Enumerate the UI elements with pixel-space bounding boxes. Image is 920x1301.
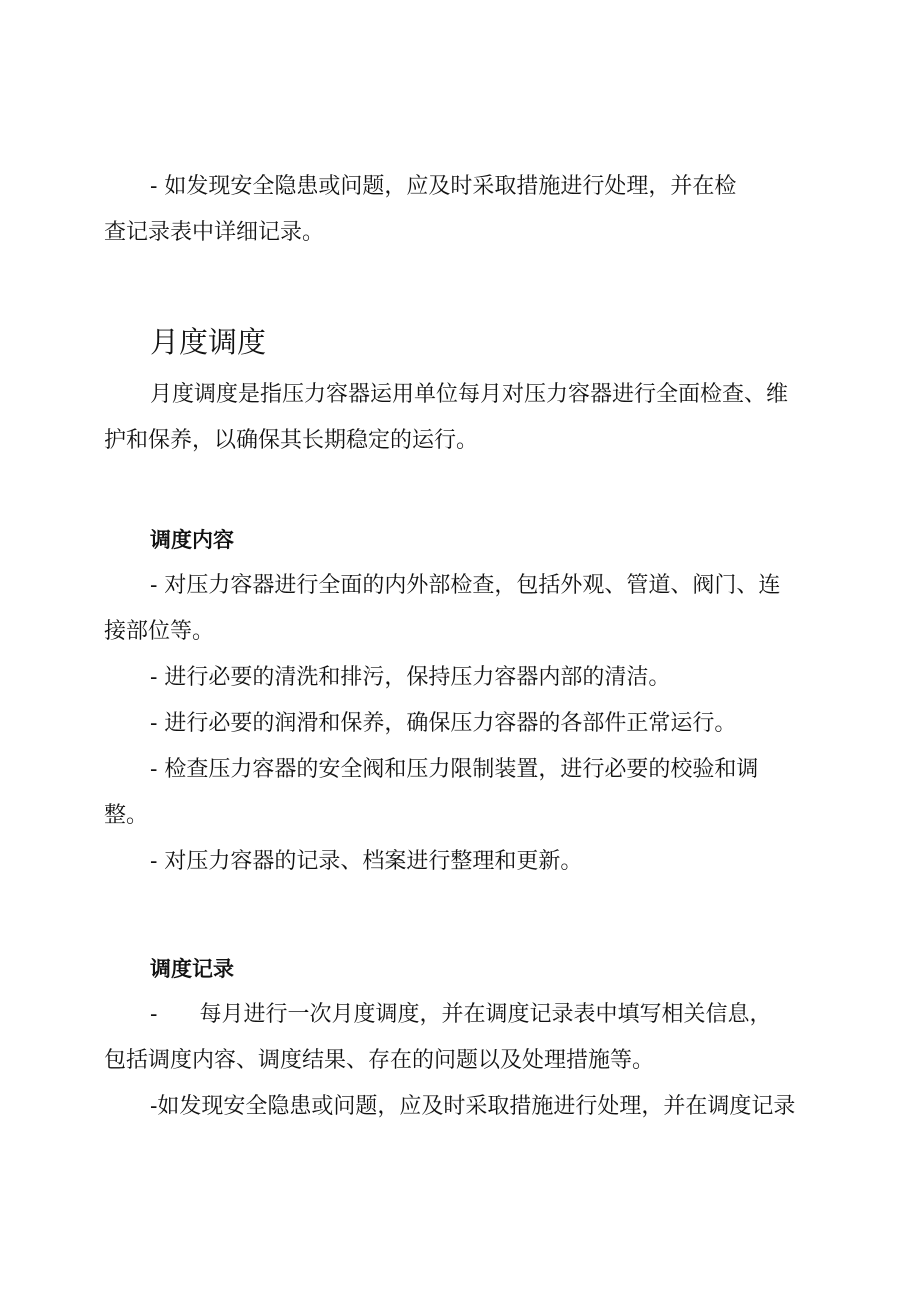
content-item-1-line-1: - 对压力容器进行全面的内外部检查，包括外观、管道、阀门、连 — [150, 573, 781, 598]
content-list — [104, 563, 826, 885]
intro-paragraph — [104, 164, 826, 256]
record-item-1-dash: - — [150, 1002, 158, 1027]
content-item-4-line-1: - 检查压力容器的安全阀和压力限制装置，进行必要的校验和调 — [150, 757, 759, 782]
record-item-1-line-2: 包括调度内容、调度结果、存在的问题以及处理措施等。 — [104, 1048, 655, 1073]
record-item-1-text: 每月进行一次月度调度，并在调度记录表中填写相关信息， — [199, 1002, 772, 1027]
subheading-content: 调度内容 — [150, 528, 234, 552]
content-item-1-line-2: 接部位等。 — [104, 619, 215, 644]
content-item-4-line-2: 整。 — [104, 803, 149, 828]
monthly-description-line-1: 月度调度是指压力容器运用单位每月对压力容器进行全面检查、维 — [150, 382, 789, 407]
record-item-2-line-1: -如发现安全隐患或问题，应及时采取措施进行处理，并在调度记录 — [150, 1094, 796, 1119]
subheading-record: 调度记录 — [150, 957, 234, 981]
record-list — [104, 992, 826, 1130]
intro-line-2: 查记录表中详细记录。 — [104, 220, 325, 245]
monthly-description-line-2: 护和保养，以确保其长期稳定的运行。 — [104, 428, 479, 453]
intro-line-1: - 如发现安全隐患或问题，应及时采取措施进行处理，并在检 — [150, 174, 737, 199]
content-item-3: - 进行必要的润滑和保养，确保压力容器的各部件正常运行。 — [150, 711, 737, 736]
section-heading-monthly: 月度调度 — [150, 325, 267, 359]
monthly-description — [104, 372, 826, 464]
record-item-1-line-1 — [104, 992, 826, 1038]
content-item-5: - 对压力容器的记录、档案进行整理和更新。 — [150, 849, 583, 874]
content-item-2: - 进行必要的清洗和排污，保持压力容器内部的清洁。 — [150, 665, 671, 690]
